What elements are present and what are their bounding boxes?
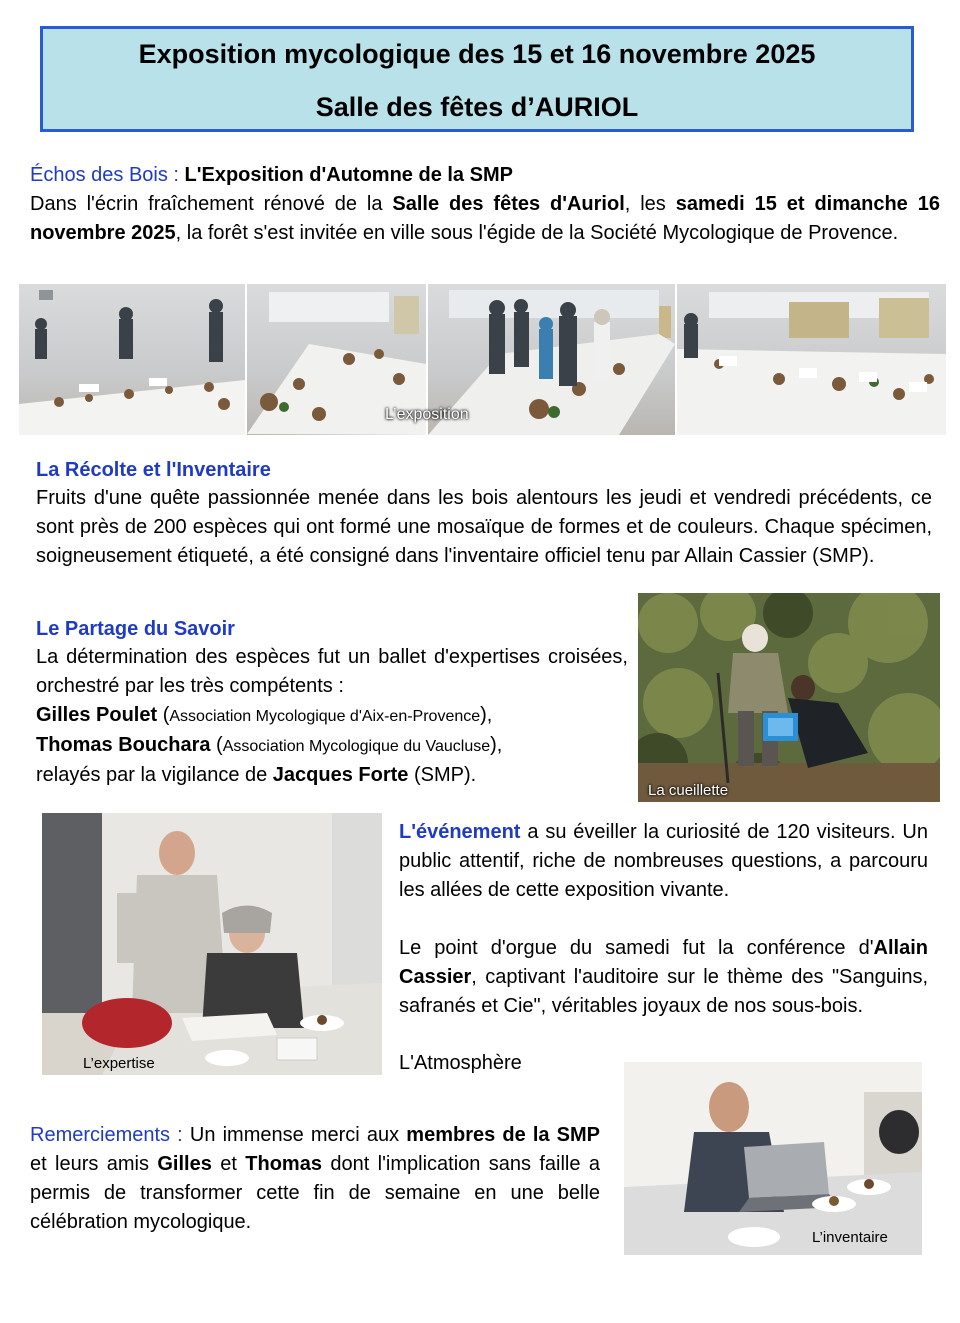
partage-paragraph: [36, 643, 628, 790]
echos-dates: samedi 15 et dimanche 16 novembre 2025: [30, 193, 940, 244]
expert1-close: ),: [480, 704, 493, 726]
partage-heading: Le Partage du Savoir: [36, 618, 235, 640]
relay-text-1: relayés par la vigilance de: [36, 764, 273, 786]
remerciements-text-2: et leurs amis: [30, 1153, 158, 1175]
inventaire-photo-frame: [624, 1062, 922, 1255]
echos-heading-blue: Échos des Bois :: [30, 164, 179, 186]
evenement-paragraph-1: [399, 818, 928, 905]
cueillette-caption: La cueillette: [648, 782, 729, 799]
evenement-speaker: Allain Cassier: [399, 937, 928, 988]
remerciements-paragraph: [30, 1121, 600, 1237]
expert1-name: Gilles Poulet: [36, 704, 158, 726]
expert2-assoc: Association Mycologique du Vaucluse: [222, 738, 491, 755]
evenement-text-3: , captivant l'auditoire sur le thème des "Sanguins, safranés et Cie", véritables joyaux de nos sous-bois.: [399, 966, 928, 1017]
title-box: [40, 26, 914, 132]
remerciements-gilles: Gilles: [157, 1153, 212, 1175]
evenement-text-2: Le point d'orgue du samedi fut la conférence d': [399, 937, 874, 959]
echos-venue: Salle des fêtes d'Auriol: [392, 193, 625, 215]
remerciements-thomas: Thomas: [245, 1153, 322, 1175]
expertise-caption: L’expertise: [83, 1055, 155, 1072]
evenement-lead: L'événement: [399, 821, 521, 843]
inventaire-caption: L’inventaire: [812, 1229, 888, 1246]
echos-text-2: , les: [624, 193, 676, 215]
evenement-text-1: a su éveiller la curiosité de 120 visiteurs. Un public attentif, riche de nombreuses questions, a parcouru les allées de cette exposition vivante.: [399, 821, 928, 901]
relay-name: Jacques Forte: [272, 764, 409, 786]
partage-intro: La détermination des espèces fut un ballet d'expertises croisées, orchestré par les très compétents :: [36, 646, 628, 697]
remerciements-text-1: Un immense merci aux: [182, 1124, 407, 1146]
echos-text-3: , la forêt s'est invitée en ville sous l'égide de la Société Mycologique de Provence.: [175, 222, 899, 244]
remerciements-lead: Remerciements :: [30, 1124, 183, 1146]
page-subtitle: Salle des fêtes d’AURIOL: [315, 92, 639, 122]
expert2-close: ),: [490, 734, 503, 756]
cueillette-photo: [638, 593, 940, 802]
exposition-photo-collage: [19, 284, 946, 435]
evenement-paragraph-2: [399, 934, 928, 1021]
atmosphere-heading: L'Atmosphère: [399, 1052, 522, 1074]
remerciements-text-4: dont l'implication sans faille a permis de transformer cette fin de semaine en une belle célébration mycologique.: [30, 1153, 600, 1233]
echos-heading: [30, 161, 940, 190]
relay-text-2: (SMP).: [408, 764, 477, 786]
page-title: Exposition mycologique des 15 et 16 novembre 2025: [138, 39, 816, 69]
cueillette-photo-frame: [638, 593, 940, 802]
expertise-photo-frame: [42, 813, 382, 1075]
expert2-open: (: [210, 734, 223, 756]
expert1-assoc: Association Mycologique d'Aix-en-Provence: [169, 708, 481, 725]
expert2-name: Thomas Bouchara: [36, 734, 211, 756]
expert1-open: (: [157, 704, 170, 726]
exposition-photo: [19, 284, 946, 435]
recolte-paragraph: Fruits d'une quête passionnée menée dans les bois alentours les jeudi et vendredi précédents, ce sont près de 200 espèces qui ont formé une mosaïque de formes et de couleurs. Chaque spécimen, soigneusement étiqueté, a été consigné dans l'inventaire officiel tenu par Allain Cassier (SMP).: [36, 487, 932, 567]
expertise-photo: [42, 813, 382, 1075]
echos-heading-title: L'Exposition d'Automne de la SMP: [184, 164, 513, 186]
remerciements-text-3: et: [211, 1153, 246, 1175]
echos-paragraph: [30, 190, 940, 248]
exposition-caption: L’exposition: [385, 406, 469, 423]
inventaire-photo: [624, 1062, 922, 1255]
recolte-heading: La Récolte et l'Inventaire: [36, 459, 271, 481]
remerciements-members: membres de la SMP: [406, 1124, 601, 1146]
echos-text-1: Dans l'écrin fraîchement rénové de la: [30, 193, 393, 215]
